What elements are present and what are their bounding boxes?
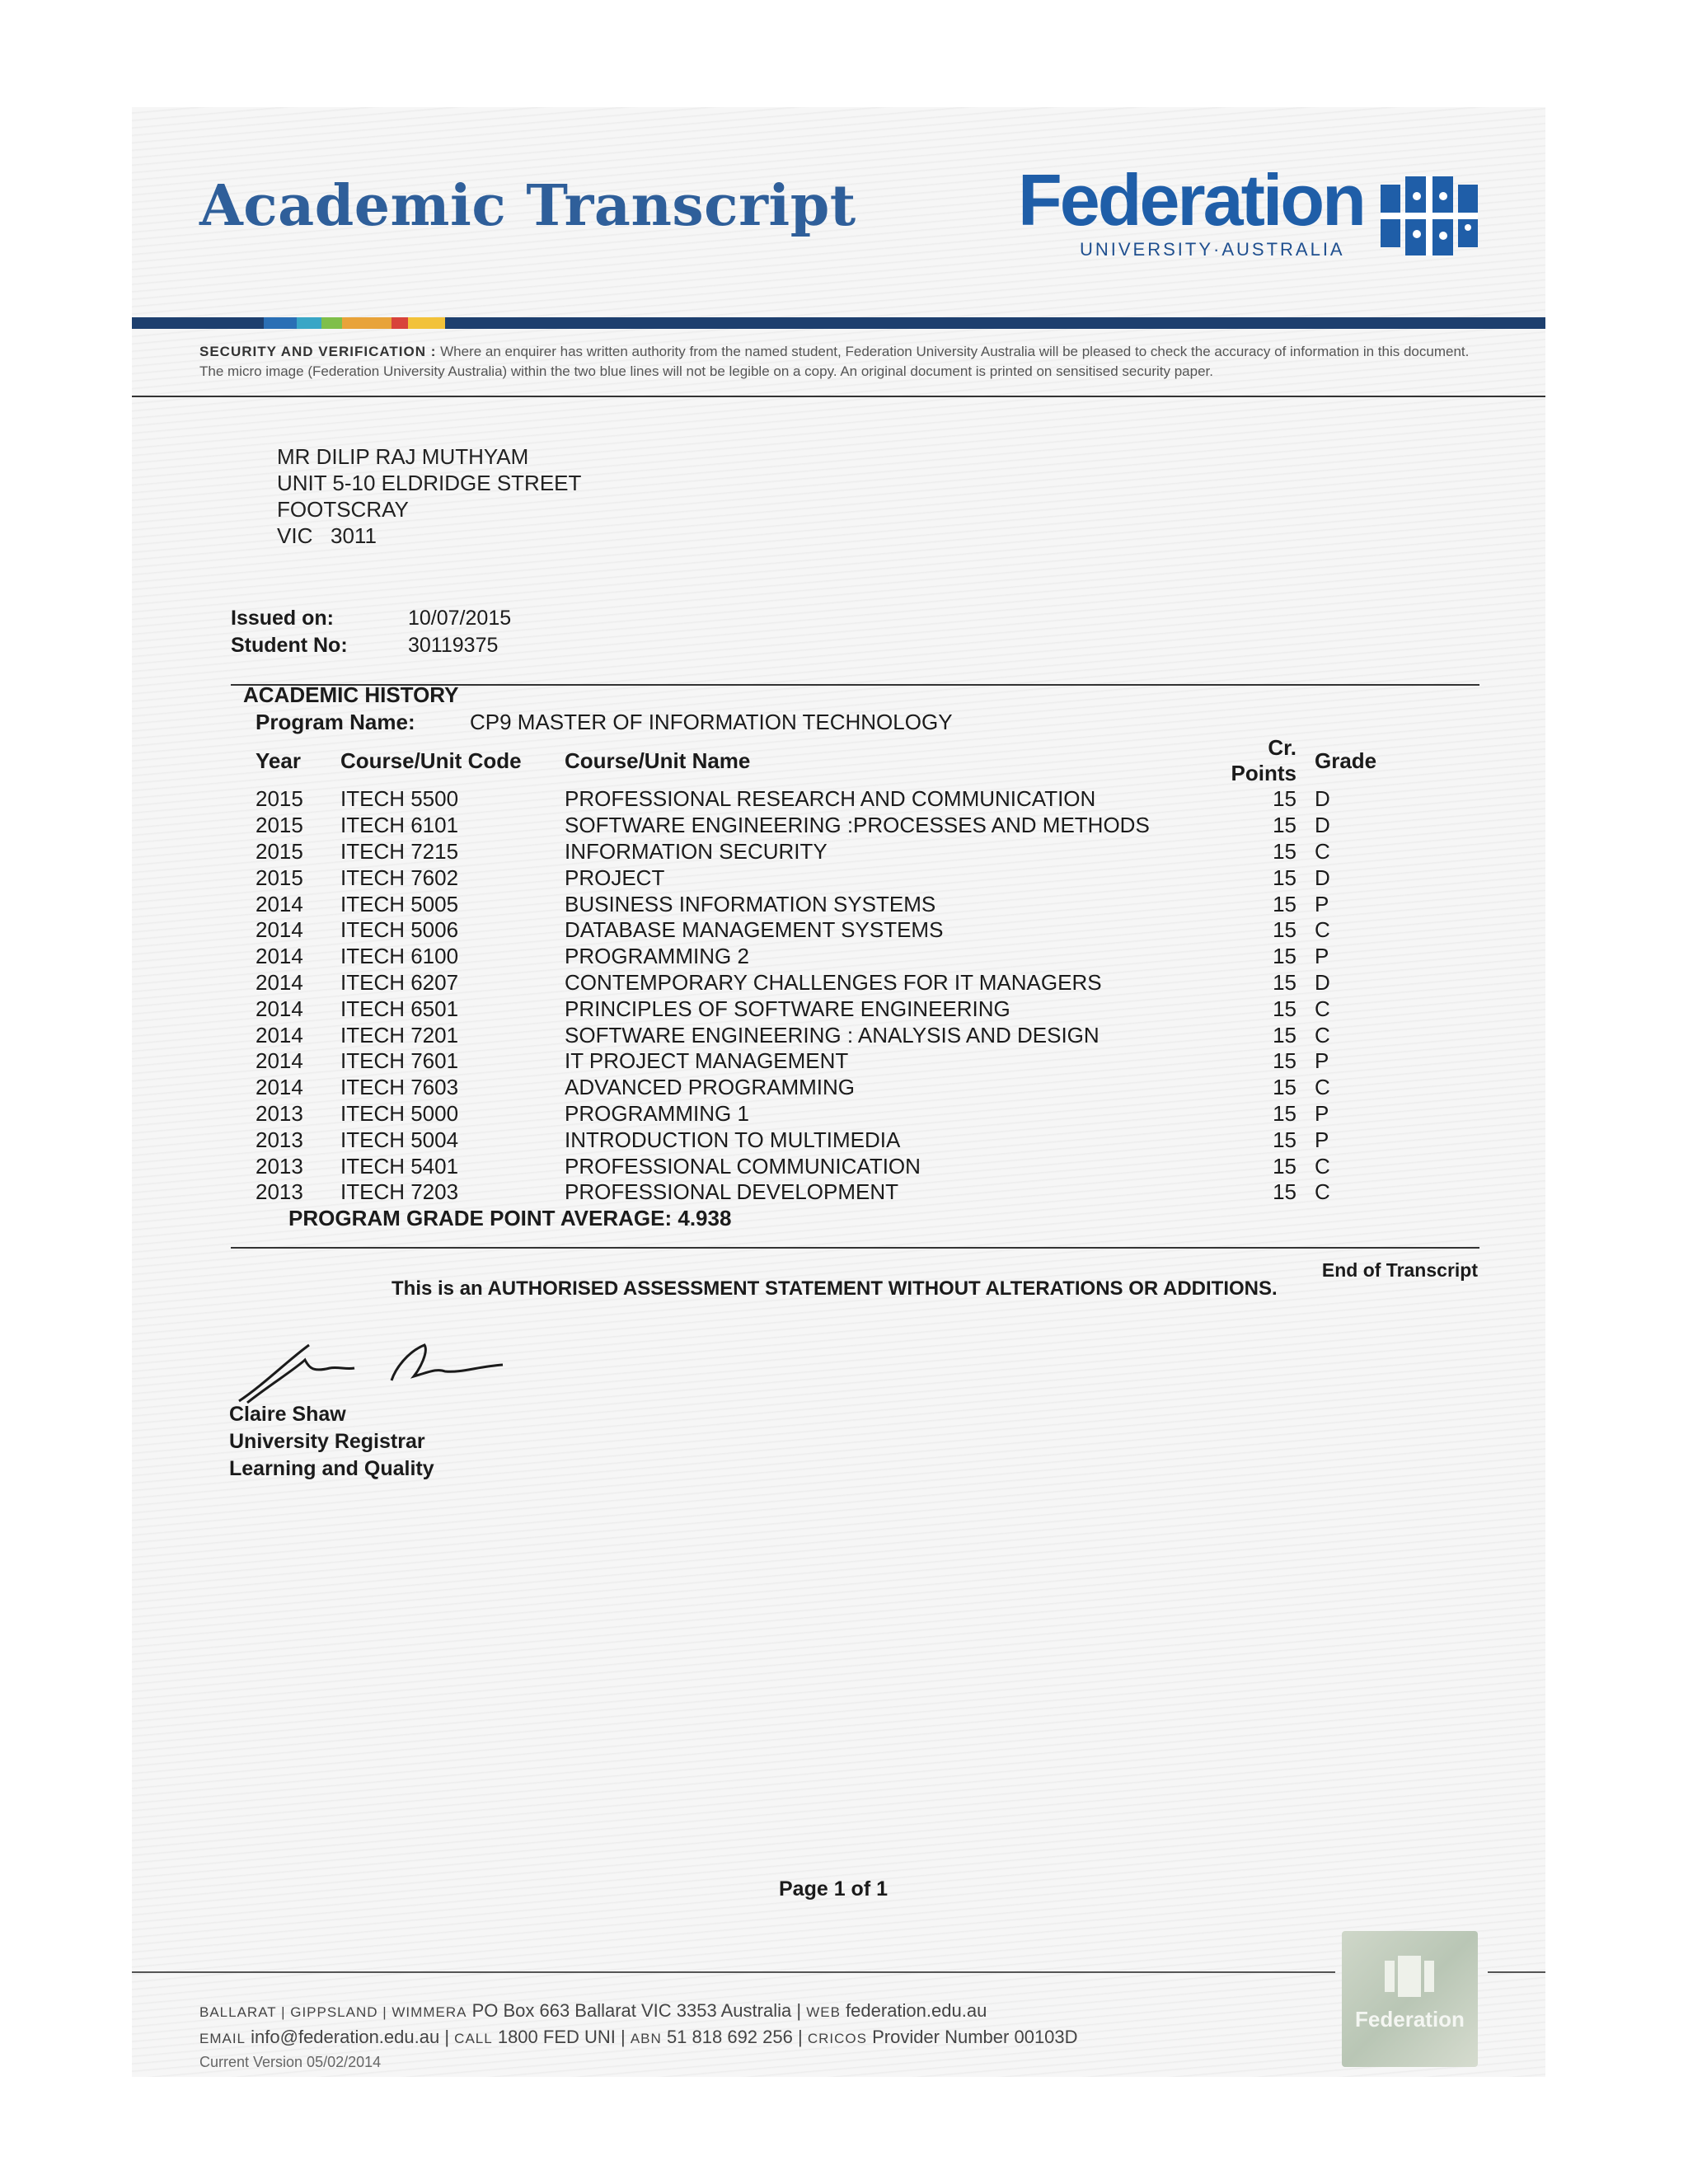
cell-credit-points: 15 [1273, 865, 1296, 890]
issued-value: 10/07/2015 [408, 607, 512, 630]
registrar-signature [231, 1335, 511, 1409]
column-header-grade: Grade [1315, 748, 1377, 773]
cell-unit-name: PROGRAMMING 1 [565, 1100, 749, 1126]
table-row [247, 839, 1389, 865]
signer-name: Claire Shaw [229, 1403, 346, 1426]
recipient-state-postcode: VIC 3011 [277, 523, 377, 548]
cell-unit-name: PROFESSIONAL COMMUNICATION [565, 1153, 921, 1179]
table-header-row [247, 735, 1389, 786]
student-no-value: 30119375 [408, 634, 499, 657]
table-row [247, 1022, 1389, 1048]
recipient-suburb: FOOTSCRAY [277, 497, 409, 522]
university-logo-subtitle: UNIVERSITY·AUSTRALIA [1080, 239, 1345, 260]
hologram-text: Federation [1355, 2007, 1465, 2032]
table-row [247, 1153, 1389, 1179]
cell-grade: C [1315, 917, 1330, 943]
hologram-crest-icon [1385, 1956, 1434, 1997]
cell-grade: C [1315, 1179, 1330, 1205]
cell-unit-name: PRINCIPLES OF SOFTWARE ENGINEERING [565, 996, 1010, 1021]
cell-unit-name: BUSINESS INFORMATION SYSTEMS [565, 891, 936, 916]
footer-web-label: WEB [806, 2004, 841, 2020]
cell-unit-name: CONTEMPORARY CHALLENGES FOR IT MANAGERS [565, 969, 1102, 995]
cell-year: 2013 [256, 1153, 303, 1179]
cell-unit-name: SOFTWARE ENGINEERING : ANALYSIS AND DESIGN [565, 1022, 1100, 1047]
cell-unit-name: PROFESSIONAL RESEARCH AND COMMUNICATION [565, 786, 1096, 812]
cell-credit-points: 15 [1273, 1153, 1296, 1179]
cell-credit-points: 15 [1273, 786, 1296, 812]
column-header-code: Course/Unit Code [340, 748, 522, 773]
signer-block [229, 1401, 434, 1483]
cell-grade: P [1315, 1127, 1329, 1152]
cell-unit-code: ITECH 6501 [340, 996, 459, 1021]
cell-grade: C [1315, 1075, 1330, 1100]
cell-credit-points: 15 [1273, 996, 1296, 1021]
cell-grade: D [1315, 969, 1330, 995]
cell-unit-code: ITECH 7203 [340, 1179, 459, 1205]
cell-unit-code: ITECH 5006 [340, 917, 459, 943]
footer-cricos: Provider Number 00103D [872, 2027, 1078, 2047]
program-value: CP9 MASTER OF INFORMATION TECHNOLOGY [470, 710, 953, 734]
cell-credit-points: 15 [1273, 1075, 1296, 1100]
cell-grade: P [1315, 1100, 1329, 1126]
cell-unit-code: ITECH 6100 [340, 944, 459, 969]
footer-email-label: EMAIL [199, 2031, 246, 2046]
footer-abn-label: ABN [630, 2031, 662, 2046]
footer-address: PO Box 663 Ballarat VIC 3353 Australia [471, 2000, 792, 2021]
security-text: Where an enquirer has written authority from the named student, Federation University Australia will be pleased to check the accuracy of information in this document. The micro image (Federation University Australia) within the two blue lines will not be legible on a copy. An original document is printed on sensitised security paper. [199, 344, 1470, 379]
cell-year: 2013 [256, 1127, 303, 1152]
issued-label: Issued on: [231, 607, 335, 630]
recipient-address [277, 443, 581, 549]
authorised-statement: This is an AUTHORISED ASSESSMENT STATEMENT WITHOUT ALTERATIONS OR ADDITIONS. [392, 1277, 1278, 1300]
table-row [247, 970, 1389, 996]
table-row [247, 917, 1389, 944]
table-row [247, 1127, 1389, 1153]
divider [132, 396, 1545, 397]
footer-campuses: BALLARAT | GIPPSLAND | WIMMERA [199, 2004, 467, 2020]
divider [231, 1247, 1479, 1249]
student-no-label: Student No: [231, 634, 348, 657]
cell-unit-code: ITECH 7201 [340, 1022, 459, 1047]
cell-year: 2014 [256, 917, 303, 943]
divider [1488, 1971, 1545, 1973]
cell-unit-code: ITECH 6207 [340, 969, 459, 995]
transcript-page [132, 107, 1545, 2077]
table-row [247, 1179, 1389, 1206]
cell-credit-points: 15 [1273, 838, 1296, 864]
recipient-name: MR DILIP RAJ MUTHYAM [277, 444, 529, 469]
cell-year: 2015 [256, 865, 303, 890]
security-verification-note [199, 342, 1477, 382]
cell-year: 2015 [256, 838, 303, 864]
cell-unit-name: INFORMATION SECURITY [565, 838, 828, 864]
end-of-transcript: End of Transcript [1321, 1259, 1478, 1281]
signer-title: University Registrar [229, 1430, 425, 1453]
cell-credit-points: 15 [1273, 917, 1296, 943]
cell-unit-code: ITECH 5401 [340, 1153, 459, 1179]
cell-credit-points: 15 [1273, 813, 1296, 838]
cell-year: 2013 [256, 1179, 303, 1205]
cell-year: 2014 [256, 1022, 303, 1047]
cell-unit-name: PROGRAMMING 2 [565, 944, 749, 969]
footer-cricos-label: CRICOS [807, 2031, 867, 2046]
table-row [247, 786, 1389, 813]
cell-year: 2014 [256, 996, 303, 1021]
cell-grade: D [1315, 813, 1330, 838]
cell-credit-points: 15 [1273, 1100, 1296, 1126]
cell-unit-code: ITECH 6101 [340, 813, 459, 838]
cell-grade: P [1315, 1048, 1329, 1074]
university-logo-wordmark: Federation [1018, 159, 1364, 241]
cell-unit-name: PROFESSIONAL DEVELOPMENT [565, 1179, 899, 1205]
academic-history-heading: ACADEMIC HISTORY [243, 682, 459, 707]
cell-unit-name: ADVANCED PROGRAMMING [565, 1075, 855, 1100]
cell-grade: C [1315, 1022, 1330, 1047]
column-header-name: Course/Unit Name [565, 748, 751, 773]
cell-grade: C [1315, 1153, 1330, 1179]
cell-credit-points: 15 [1273, 944, 1296, 969]
academic-history-table [247, 735, 1389, 1206]
table-body [247, 786, 1389, 1206]
security-label: SECURITY AND VERIFICATION : [199, 344, 437, 359]
cell-year: 2014 [256, 1075, 303, 1100]
table-row [247, 1048, 1389, 1075]
page-number: Page 1 of 1 [779, 1877, 888, 1900]
cell-unit-code: ITECH 7601 [340, 1048, 459, 1074]
footer-contact: BALLARAT | GIPPSLAND | WIMMERA PO Box 663 Ballarat VIC 3353 Australia | WEB federation.edu.au EMAIL info@federation.edu.au | CALL 1800 FED UNI | ABN 51 818 692 256 | CRICOS Provider Number 00103D [199, 2000, 1078, 2047]
program-name-row [256, 710, 953, 735]
transcript-meta [231, 605, 511, 659]
cell-credit-points: 15 [1273, 969, 1296, 995]
table-row [247, 1101, 1389, 1127]
table-row [247, 996, 1389, 1022]
footer-abn: 51 818 692 256 [666, 2027, 793, 2047]
table-row [247, 1075, 1389, 1101]
cell-unit-code: ITECH 5004 [340, 1127, 459, 1152]
cell-unit-code: ITECH 5005 [340, 891, 459, 916]
cell-year: 2014 [256, 1048, 303, 1074]
cell-unit-code: ITECH 7215 [340, 838, 459, 864]
cell-year: 2014 [256, 891, 303, 916]
hologram-seal [1342, 1931, 1478, 2067]
cell-unit-code: ITECH 7603 [340, 1075, 459, 1100]
cell-grade: C [1315, 996, 1330, 1021]
table-row [247, 865, 1389, 891]
page-title: Academic Transcript [199, 173, 856, 239]
signer-department: Learning and Quality [229, 1457, 434, 1480]
cell-grade: P [1315, 891, 1329, 916]
cell-year: 2014 [256, 969, 303, 995]
table-row [247, 891, 1389, 917]
recipient-street: UNIT 5-10 ELDRIDGE STREET [277, 471, 582, 495]
cell-unit-name: PROJECT [565, 865, 665, 890]
cell-credit-points: 15 [1273, 1179, 1296, 1205]
table-row [247, 813, 1389, 839]
cell-unit-name: DATABASE MANAGEMENT SYSTEMS [565, 917, 944, 943]
cell-unit-name: IT PROJECT MANAGEMENT [565, 1048, 849, 1074]
footer-call: 1800 FED UNI [497, 2027, 616, 2047]
footer-version: Current Version 05/02/2014 [199, 2054, 382, 2070]
cell-grade: D [1315, 786, 1330, 812]
footer-email[interactable]: info@federation.edu.au [251, 2027, 440, 2047]
footer-web[interactable]: federation.edu.au [846, 2000, 987, 2021]
cell-grade: P [1315, 944, 1329, 969]
cell-unit-code: ITECH 5500 [340, 786, 459, 812]
program-gpa: PROGRAM GRADE POINT AVERAGE: 4.938 [288, 1206, 732, 1230]
cell-year: 2013 [256, 1100, 303, 1126]
cell-year: 2015 [256, 813, 303, 838]
cell-unit-code: ITECH 7602 [340, 865, 459, 890]
footer-call-label: CALL [454, 2031, 493, 2046]
column-header-points: Cr. Points [1231, 735, 1296, 785]
cell-credit-points: 15 [1273, 891, 1296, 916]
cell-unit-name: SOFTWARE ENGINEERING :PROCESSES AND METHODS [565, 813, 1150, 838]
cell-year: 2014 [256, 944, 303, 969]
cell-credit-points: 15 [1273, 1127, 1296, 1152]
cell-year: 2015 [256, 786, 303, 812]
cell-grade: D [1315, 865, 1330, 890]
cell-grade: C [1315, 838, 1330, 864]
program-label: Program Name: [256, 710, 415, 734]
column-header-year: Year [256, 748, 301, 773]
table-row [247, 944, 1389, 970]
cell-credit-points: 15 [1273, 1022, 1296, 1047]
divider [132, 1971, 1335, 1973]
cell-unit-name: INTRODUCTION TO MULTIMEDIA [565, 1127, 901, 1152]
cell-credit-points: 15 [1273, 1048, 1296, 1074]
cell-unit-code: ITECH 5000 [340, 1100, 459, 1126]
federation-crest-icon [1381, 176, 1478, 255]
security-color-stripe [132, 317, 1545, 329]
